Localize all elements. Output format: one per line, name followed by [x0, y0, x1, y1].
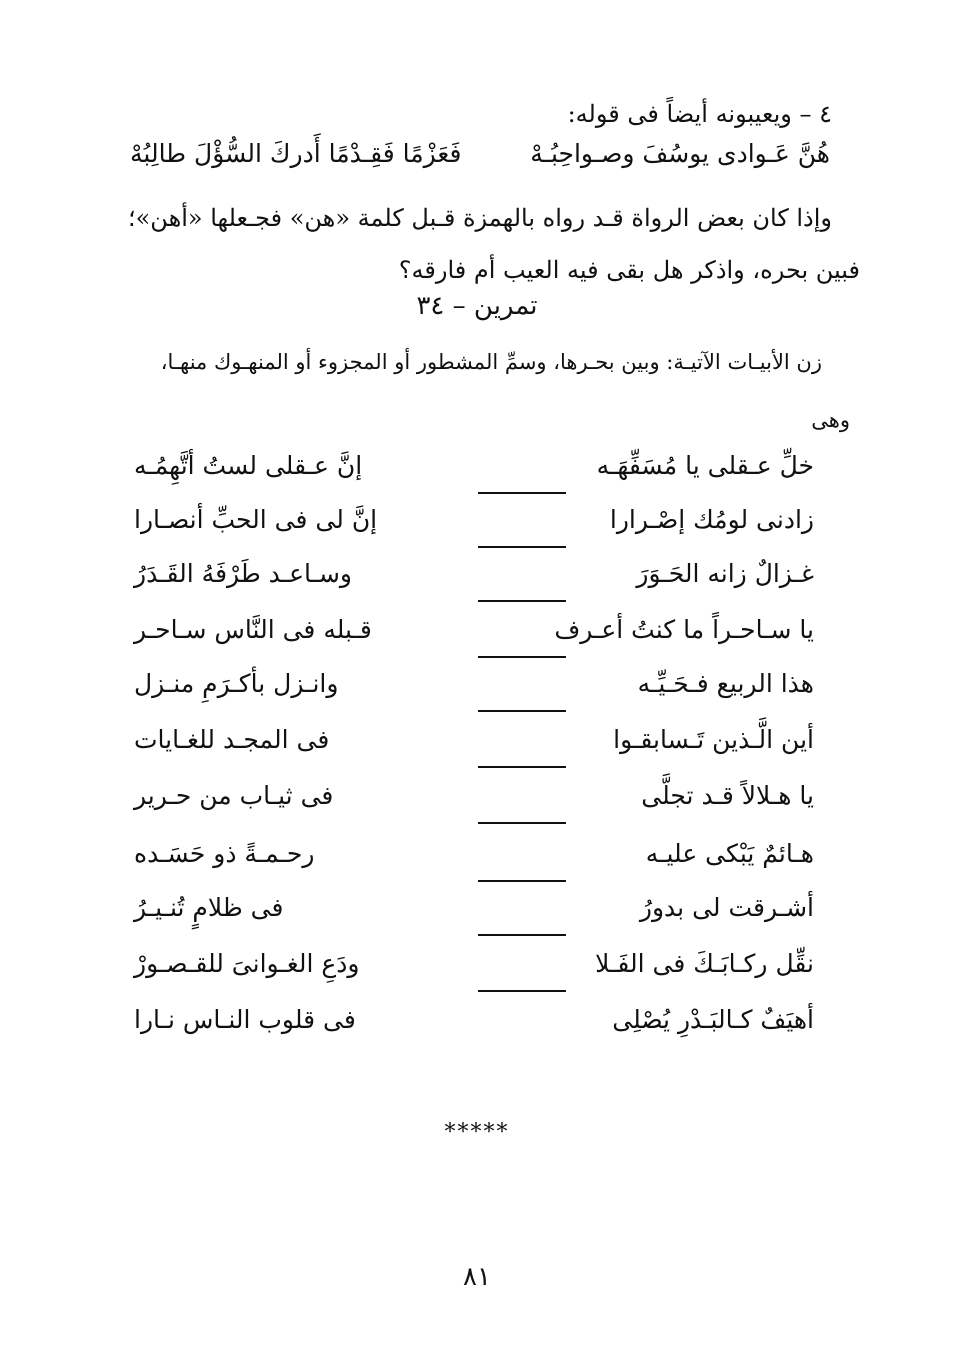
- section-divider-stars: *****: [444, 1120, 510, 1145]
- intro-line-4: فبين بحره، واذكر هل بقى فيه العيب أم فارقه؟: [398, 256, 860, 284]
- first-hemistich: غـزالٌ زانه الحَـوَرَ: [636, 559, 814, 588]
- second-hemistich: فى قلوب النـاس نـارا: [134, 1005, 356, 1034]
- first-hemistich: يا هـلالاً قـد تجلَّى: [641, 781, 814, 810]
- first-hemistich: خلِّ عـقلى يا مُسَفِّهَـه: [596, 451, 814, 480]
- second-hemistich: فى ثيـاب من حـرير: [134, 781, 334, 810]
- exercise-instruction-end: وهى: [811, 408, 850, 432]
- second-hemistich: قـبله فى النَّاس سـاحـر: [134, 615, 372, 644]
- verse-row: [134, 834, 814, 882]
- intro-verse: [130, 134, 830, 174]
- first-hemistich: هـائمٌ يَبْكى عليـه: [645, 839, 814, 868]
- second-hemistich: إنَّ عـقلى لستُ أتَّهِمُـه: [134, 451, 363, 480]
- intro-line-1: ٤ – ويعيبونه أيضاً فى قوله:: [567, 100, 832, 128]
- first-hemistich: هذا الربيع فـحَـيِّـه: [637, 669, 814, 698]
- hemistich-underline: [478, 822, 566, 824]
- first-hemistich: أين الَّـذين تَـسابقـوا: [613, 725, 814, 754]
- first-hemistich: أهيَفٌ كـالبَـدْرِ يُصْلِى: [612, 1005, 814, 1034]
- first-hemistich: أشـرقت لى بدورُ: [639, 893, 814, 922]
- verse-row: [134, 446, 814, 494]
- exercise-instruction: زن الأبيـات الآتيـة: وبين بحـرها، وسمِّ المشطور أو المجزوء أو المنهـوك منهـا،: [160, 350, 822, 374]
- verse-row: [134, 664, 814, 712]
- hemistich-underline: [478, 656, 566, 658]
- second-hemistich: ودَعِ الغـوانىَ للقـصـورْ: [134, 949, 360, 978]
- hemistich-underline: [478, 766, 566, 768]
- second-hemistich: فى ظلامٍ تُنـيـرُ: [134, 893, 284, 922]
- page-number: ٨١: [463, 1262, 491, 1292]
- hemistich-underline: [478, 934, 566, 936]
- second-hemistich: وسـاعـد طَرْفَهُ القَـدَرُ: [134, 559, 352, 588]
- second-hemistich: فى المجـد للغـايات: [134, 725, 330, 754]
- first-hemistich: يا سـاحـراً ما كنتُ أعـرف: [554, 615, 814, 644]
- verse-row: [134, 610, 814, 658]
- intro-line-3: وإذا كان بعض الرواة قـد رواه بالهمزة قـبل كلمة «هن» فجـعلها «أهن»؛: [127, 204, 832, 232]
- hemistich-underline: [478, 990, 566, 992]
- hemistich-underline: [478, 600, 566, 602]
- hemistich-underline: [478, 880, 566, 882]
- hemistich-underline: [478, 492, 566, 494]
- exercise-title: تمرين – ٣٤: [416, 291, 538, 321]
- verse-row: [134, 554, 814, 602]
- verse-row: [134, 1000, 814, 1048]
- hemistich-underline: [478, 546, 566, 548]
- first-hemistich: نقِّل ركـابَـكَ فى الفَـلا: [595, 949, 814, 978]
- verse-row: [134, 888, 814, 936]
- second-hemistich: رحـمـةً ذو حَسَـده: [134, 839, 315, 868]
- second-hemistich: إنَّ لى فى الحبِّ أنصـارا: [134, 505, 378, 534]
- intro-verse-first-hemistich: هُنَّ عَـوادى يوسُفَ وصـواحِبُـهْ: [530, 139, 830, 168]
- hemistich-underline: [478, 710, 566, 712]
- intro-verse-second-hemistich: فَعَزْمًا فَقِـدْمًا أَدركَ السُّؤْلَ طالِبُهْ: [130, 139, 462, 168]
- first-hemistich: زادنى لومُك إصْـرارا: [609, 505, 814, 534]
- verse-row: [134, 500, 814, 548]
- second-hemistich: وانـزل بأكـرَمِ منـزل: [134, 669, 339, 698]
- verse-row: [134, 776, 814, 824]
- verse-row: [134, 944, 814, 992]
- verse-row: [134, 720, 814, 768]
